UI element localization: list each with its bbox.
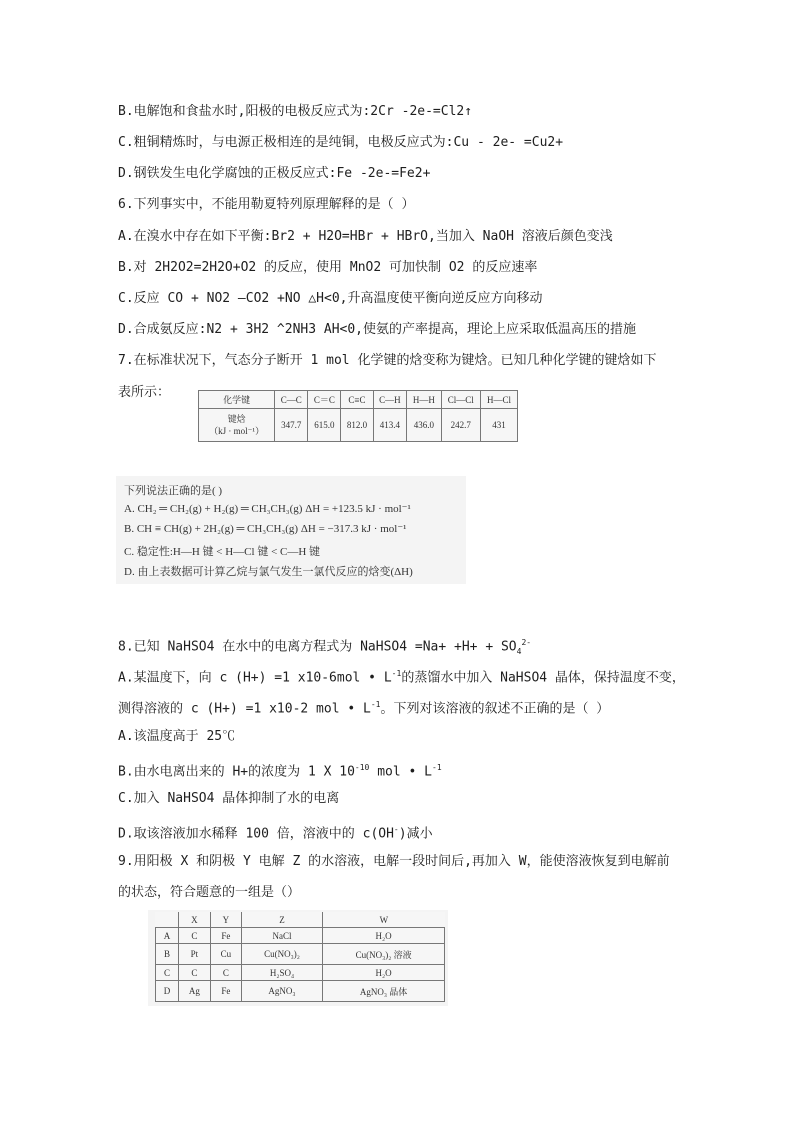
row-unit: （kJ · mol⁻¹） bbox=[209, 426, 265, 436]
table-cell: NaCl bbox=[241, 928, 322, 944]
table-header-cell: W bbox=[323, 912, 445, 928]
table-cell: 431 bbox=[481, 409, 518, 442]
q8-od-text: D.取该溶液加水稀释 100 倍，溶液中的 c(OH bbox=[118, 826, 394, 842]
q7-option-b: B. CH ≡ CH(g) + 2H₂(g) ═ CH₃CH₃(g) ΔH = −317.3 kJ · mol⁻¹ bbox=[124, 523, 407, 535]
q8-cond2-sup: -1 bbox=[370, 700, 381, 709]
table-cell: B bbox=[156, 944, 179, 965]
table-cell: Pt bbox=[178, 944, 210, 965]
q8-option-d bbox=[118, 821, 433, 843]
table-header-cell bbox=[156, 912, 179, 928]
q8-stem-text: 8.已知 NaHSO4 在水中的电离方程式为 NaHSO4 =Na+ +H+ + SO bbox=[118, 639, 517, 655]
table-header-cell: Cl—Cl bbox=[441, 391, 480, 409]
table-header-cell: 化学键 bbox=[199, 391, 275, 409]
q8-ob-text: B.由水电离出来的 H+的浓度为 1 X 10 bbox=[118, 764, 355, 780]
q7-option-c: C. 稳定性:H—H 键 < H—Cl 键 < C—H 键 bbox=[124, 546, 321, 558]
q8-ob-text2: mol • L bbox=[369, 764, 432, 780]
q8-stem-sup: 2- bbox=[521, 638, 532, 647]
q8-cond1-sup: -1 bbox=[391, 669, 402, 678]
q6-option-d: D.合成氨反应:N2 + 3H2 ^2NH3 AH<0,使氨的产率提高，理论上应采取低温高压的措施 bbox=[118, 322, 637, 337]
table-cell: 436.0 bbox=[407, 409, 441, 442]
table-cell: AgNO₃ bbox=[241, 981, 322, 1002]
table-cell: D bbox=[156, 981, 179, 1002]
q8-option-c: C.加入 NaHSO4 晶体抑制了水的电离 bbox=[118, 791, 340, 806]
q6-stem: 6.下列事实中，不能用勒夏特列原理解释的是（ ） bbox=[118, 197, 415, 212]
q8-ob-sup2: -1 bbox=[432, 763, 442, 772]
table-cell: 615.0 bbox=[308, 409, 341, 442]
table-header-cell: H—H bbox=[407, 391, 441, 409]
table-header-cell: H—Cl bbox=[481, 391, 518, 409]
q6-option-a: A.在溴水中存在如下平衡:Br2 + H2O=HBr + HBrO,当加入 NaOH 溶液后颜色变浅 bbox=[118, 229, 613, 244]
q8-od-sup: - bbox=[393, 825, 399, 834]
table-row bbox=[156, 965, 445, 981]
table-header-cell: Y bbox=[210, 912, 241, 928]
q7-stem-line2: 表所示： bbox=[118, 385, 171, 400]
q7-option-d: D. 由上表数据可计算乙烷与氯气发生一氯代反应的焓变(ΔH) bbox=[124, 566, 413, 578]
q8-cond2-text: 测得溶液的 c (H+) =1 x10-2 mol • L bbox=[118, 701, 371, 717]
table-row bbox=[156, 944, 445, 965]
q8-ob-sup: -10 bbox=[354, 763, 370, 772]
q8-condition-line1 bbox=[118, 665, 685, 687]
q6-option-b: B.对 2H2O2=2H2O+O2 的反应，使用 MnO2 可加快制 O2 的反应速率 bbox=[118, 260, 538, 275]
table-cell: 347.7 bbox=[275, 409, 308, 442]
table-row bbox=[156, 912, 445, 928]
q8-cond1-text: A.某温度下，向 c (H+) =1 x10-6mol • L bbox=[118, 670, 392, 686]
table-cell: Cu(NO₃)₂ bbox=[241, 944, 322, 965]
table-header-cell: X bbox=[178, 912, 210, 928]
table-cell: C bbox=[156, 965, 179, 981]
table-cell: AgNO₃ 晶体 bbox=[323, 981, 445, 1002]
table-header-cell: C—H bbox=[373, 391, 407, 409]
table-cell: C bbox=[178, 928, 210, 944]
q7-option-a: A. CH₂ ═ CH₂(g) + H₂(g) ═ CH₃CH₃(g) ΔH = +123.5 kJ · mol⁻¹ bbox=[124, 503, 411, 515]
q8-cond2-text2: 。下列对该溶液的叙述不正确的是（ ） bbox=[380, 701, 610, 717]
q7-options-stem: 下列说法正确的是( ) bbox=[124, 485, 223, 497]
table-header-cell: C＝C bbox=[308, 391, 341, 409]
table-cell: H₂O bbox=[323, 965, 445, 981]
table-cell: 413.4 bbox=[373, 409, 407, 442]
table-header-cell: C—C bbox=[275, 391, 308, 409]
q9-stem-line2: 的状态，符合题意的一组是（） bbox=[118, 885, 301, 900]
table-row bbox=[156, 981, 445, 1002]
table-row-label bbox=[199, 409, 275, 442]
row-label: 键焓 bbox=[227, 414, 246, 424]
table-cell: Ag bbox=[178, 981, 210, 1002]
table-cell: A bbox=[156, 928, 179, 944]
q8-condition-line2 bbox=[118, 696, 609, 718]
table-header-cell: C≡C bbox=[341, 391, 373, 409]
q9-stem-line1: 9.用阳极 X 和阴极 Y 电解 Z 的水溶液，电解一段时间后,再加入 W，能使溶液恢复到电解前 bbox=[118, 854, 670, 869]
table-cell: 812.0 bbox=[341, 409, 373, 442]
table-row bbox=[199, 391, 518, 409]
table-cell: C bbox=[210, 965, 241, 981]
bond-enthalpy-table bbox=[198, 390, 518, 442]
table-cell: H₂O bbox=[323, 928, 445, 944]
table-cell: Cu(NO₃)₂ 溶液 bbox=[323, 944, 445, 965]
table-row bbox=[156, 928, 445, 944]
q8-option-a: A.该温度高于 25℃ bbox=[118, 729, 236, 744]
table-cell: Fe bbox=[210, 928, 241, 944]
q8-option-b bbox=[118, 759, 442, 781]
table-cell: Fe bbox=[210, 981, 241, 1002]
q5-option-c: C.粗铜精炼时，与电源正极相连的是纯铜，电极反应式为:Cu - 2e- =Cu2+ bbox=[118, 135, 564, 150]
table-cell: Cu bbox=[210, 944, 241, 965]
electrolysis-table bbox=[155, 912, 445, 1002]
table-header-cell: Z bbox=[241, 912, 322, 928]
q8-cond1-text2: 的蒸馏水中加入 NaHSO4 晶体，保持温度不变， bbox=[401, 670, 685, 686]
table-cell: C bbox=[178, 965, 210, 981]
q7-stem-line1: 7.在标准状况下，气态分子断开 1 mol 化学键的焓变称为键焓。已知几种化学键的键焓如下 bbox=[118, 353, 657, 368]
q5-option-d: D.钢铁发生电化学腐蚀的正极反应式:Fe -2e-=Fe2+ bbox=[118, 166, 431, 181]
q6-option-c: C.反应 CO + NO2 —CO2 +NO △H<0,升高温度使平衡向逆反应方向移动 bbox=[118, 291, 543, 306]
q8-stem bbox=[118, 634, 531, 661]
q8-stem-sub: 4 bbox=[516, 646, 522, 656]
table-row bbox=[199, 409, 518, 442]
table-cell: H₂SO₄ bbox=[241, 965, 322, 981]
table-cell: 242.7 bbox=[441, 409, 480, 442]
q8-od-text2: )减小 bbox=[398, 826, 433, 842]
q5-option-b: B.电解饱和食盐水时,阳极的电极反应式为:2Cr -2e-=Cl2↑ bbox=[118, 104, 473, 119]
